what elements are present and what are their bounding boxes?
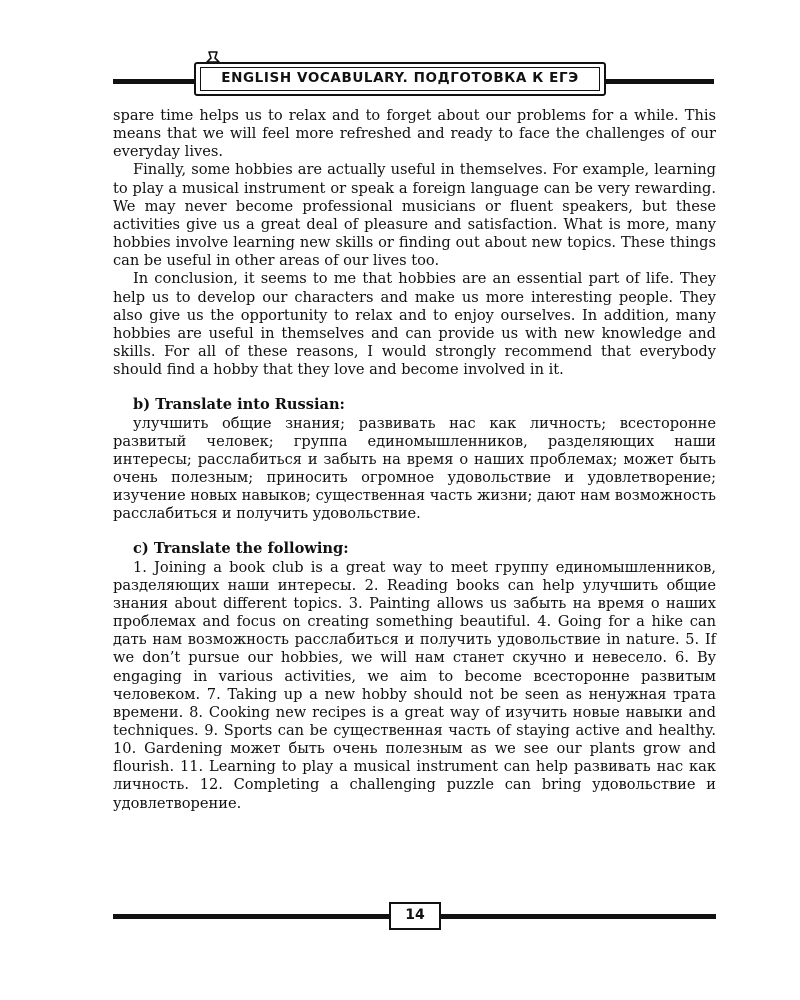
paragraph-1: spare time helps us to relax and to forget about our problems for a while. This means that we will feel more refreshed and ready to face the challenges of our everyday lives.: [113, 107, 716, 161]
header-title: ENGLISH VOCABULARY. ПОДГОТОВКА К ЕГЭ: [221, 70, 579, 86]
section-c-heading: c) Translate the following:: [133, 540, 349, 558]
paragraph-3: In conclusion, it seems to me that hobbies are an essential part of life. They help us to develop our characters and make us more interesting people. They also give us the opportunity to relax and to enjoy ourselves. In addition, many hobbies are useful in themselves and can provide us with new knowledge and skills. For all of these reasons, I would strongly recommend that everybody should find a hobby that they love and become involved in it.: [113, 270, 716, 379]
footer-rule-right: [440, 914, 716, 919]
section-c-text: 1. Joining a book club is a great way to meet группу единомышленников, разделяющих наши интересы. 2. Reading books can help улучшить общие знания about different topics. 3. Painting allows us забыть на время о наших проблемах and focus on creating something beautiful. 4. Going for a hike can дать нам возможность расслабиться и получить удовольствие in nature. 5. If we don’t pursue our hobbies, we will нам станет скучно и невесело. 6. By engaging in various activities, we aim to become всесторонне развитым человеком. 7. Taking up a new hobby should not be seen as ненужная трата времени. 8. Cooking new recipes is a great way of изучить новые навыки and techniques. 9. Sports can be существенная часть of staying active and healthy. 10. Gardening может быть очень полезным as we see our plants grow and flourish. 11. Learning to play a musical instrument can help развивать нас как личность. 12. Completing a challenging puzzle can bring удовольствие и удовлетворение.: [113, 558, 716, 812]
section-b-text: улучшить общие знания; развивать нас как личность; всесторонне развитый человек; группа единомышленников, разделяющих наши интересы; расслабиться и забыть на время о наших проблемах; может быть очень полезным; приносить огромное удовольствие и удовлетворение; изучение новых навыков; существенная часть жизни; дают нам возможность расслабиться и получить удовольствие.: [113, 414, 716, 523]
header-rule-left: [113, 79, 195, 84]
main-text: [113, 107, 716, 813]
section-b-heading: b) Translate into Russian:: [133, 396, 345, 414]
paragraph-2: Finally, some hobbies are actually useful in themselves. For example, learning to play a musical instrument or speak a foreign language can be very rewarding. We may never become professional musicians or fluent speakers, but these activities give us a great deal of pleasure and satisfaction. What is more, many hobbies involve learning new skills or finding out about new topics. These things can be useful in other areas of our lives too.: [113, 161, 716, 270]
page-number: 14: [389, 902, 441, 930]
header-tab: [194, 62, 606, 96]
footer-rule-left: [113, 914, 390, 919]
header-rule-right: [604, 79, 714, 84]
